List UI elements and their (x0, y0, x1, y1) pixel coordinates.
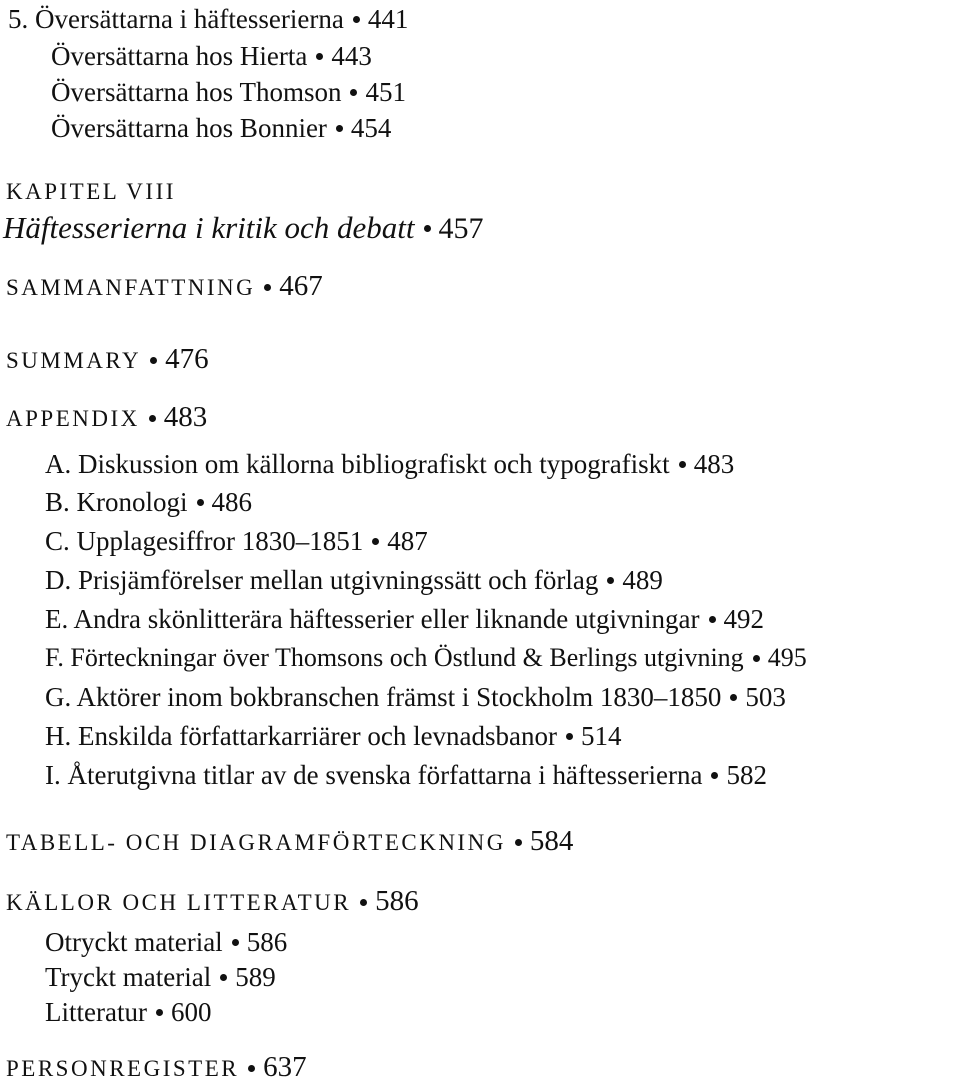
toc-entry (45, 762, 767, 789)
toc-entry (8, 6, 408, 33)
toc-entry-page: 483 (693, 449, 735, 479)
toc-entry-label: B. Kronologi (45, 487, 188, 517)
bullet-icon (156, 1009, 163, 1016)
toc-entry-page: 503 (745, 682, 786, 712)
section-heading (6, 403, 207, 432)
section-heading (6, 887, 419, 916)
toc-entry-page: 489 (622, 565, 663, 595)
toc-entry-label: Litteratur (45, 997, 147, 1027)
toc-entry (45, 999, 211, 1026)
toc-entry-page: 486 (211, 487, 253, 517)
toc-entry (45, 964, 276, 991)
toc-entry (45, 489, 252, 516)
toc-entry-page: 514 (581, 721, 622, 751)
toc-entry-label: A. Diskussion om källorna bibliografiskt och typografiskt (45, 449, 670, 479)
toc-entry-page: 584 (529, 825, 574, 857)
toc-entry-label: Otryckt material (45, 927, 223, 957)
toc-entry (51, 115, 391, 142)
toc-entry-page: 476 (165, 343, 209, 375)
toc-entry-label: SAMMANFATTNING (6, 275, 256, 300)
chapter-label (6, 180, 176, 203)
bullet-icon (711, 772, 718, 779)
bullet-icon (248, 1065, 255, 1072)
bullet-icon (372, 538, 379, 545)
bullet-icon (232, 939, 239, 946)
toc-entry (45, 528, 428, 555)
bullet-icon (353, 16, 360, 23)
toc-entry (45, 567, 663, 594)
toc-entry (51, 43, 372, 70)
bullet-icon (197, 499, 204, 506)
toc-entry-page: 582 (726, 760, 767, 790)
bullet-icon (150, 357, 157, 364)
toc-entry-label: E. Andra skönlitterära häftesserier eller liknande utgivningar (45, 604, 700, 634)
bullet-icon (566, 733, 573, 740)
toc-entry-label: TABELL- OCH DIAGRAMFÖRTECKNING (6, 830, 506, 855)
bullet-icon (607, 577, 614, 584)
toc-entry-page: 457 (438, 212, 484, 245)
bullet-icon (350, 89, 357, 96)
toc-entry-page: 451 (365, 77, 406, 107)
toc-entry-label: KÄLLOR OCH LITTERATUR (6, 890, 352, 915)
toc-entry-label: F. Förteckningar över Thomsons och Östlund & Berlings utgivning (45, 643, 744, 672)
toc-entry-page: 443 (331, 41, 372, 71)
toc-entry-label: APPENDIX (6, 406, 140, 431)
toc-entry-label: Översättarna hos Bonnier (51, 113, 327, 143)
toc-entry-page: 600 (170, 997, 212, 1027)
toc-entry-label: SUMMARY (6, 348, 142, 373)
bullet-icon (753, 655, 760, 662)
bullet-icon (730, 694, 737, 701)
section-heading (6, 272, 323, 301)
toc-entry-label: I. Återutgivna titlar av de svenska författarna i häftesserierna (45, 760, 703, 790)
toc-entry-page: 483 (163, 401, 208, 433)
toc-entry-page: 589 (235, 962, 276, 992)
section-heading (6, 827, 573, 856)
toc-entry-page: 467 (279, 270, 323, 302)
toc-entry-page: 492 (723, 604, 765, 634)
bullet-icon (316, 53, 323, 60)
toc-entry-label: H. Enskilda författarkarriärer och levnadsbanor (45, 721, 558, 751)
bullet-icon (149, 415, 156, 422)
toc-entry-label: Häftesserierna i kritik och debatt (3, 210, 415, 245)
toc-entry-label: Översättarna hos Hierta (51, 41, 308, 71)
bullet-icon (360, 899, 367, 906)
toc-entry-page: 495 (767, 643, 807, 672)
toc-entry-page: 487 (387, 526, 428, 556)
toc-entry-label: G. Aktörer inom bokbranschen främst i Stockholm 1830–1850 (45, 682, 722, 712)
chapter-title (3, 212, 484, 244)
toc-entry (45, 606, 764, 633)
toc-entry (51, 79, 406, 106)
toc-entry (45, 451, 734, 478)
bullet-icon (515, 839, 522, 846)
bullet-icon (679, 461, 686, 468)
toc-entry-label: Tryckt material (45, 962, 212, 992)
toc-entry-label: C. Upplagesiffror 1830–1851 (45, 526, 364, 556)
toc-entry-page: 586 (246, 927, 288, 957)
toc-entry (45, 929, 287, 956)
section-heading (6, 1053, 307, 1082)
toc-entry (45, 723, 622, 750)
toc-entry-label: 5. Översättarna i häftesserierna (8, 4, 344, 34)
bullet-icon (220, 974, 227, 981)
toc-entry-label: PERSONREGISTER (6, 1056, 240, 1081)
toc-entry-page: 441 (367, 4, 409, 34)
section-heading (6, 345, 209, 374)
toc-entry-label: Översättarna hos Thomson (51, 77, 342, 107)
bullet-icon (264, 284, 271, 291)
toc-entry-page: 637 (263, 1051, 307, 1083)
toc-entry (45, 684, 786, 711)
bullet-icon (424, 225, 431, 232)
bullet-icon (709, 616, 716, 623)
toc-entry-label: D. Prisjämförelser mellan utgivningssätt och förlag (45, 565, 599, 595)
toc-entry-page: 454 (350, 113, 392, 143)
toc-entry (45, 645, 807, 671)
toc-entry-label: KAPITEL VIII (6, 179, 176, 204)
bullet-icon (336, 125, 343, 132)
toc-entry-page: 586 (375, 885, 419, 917)
